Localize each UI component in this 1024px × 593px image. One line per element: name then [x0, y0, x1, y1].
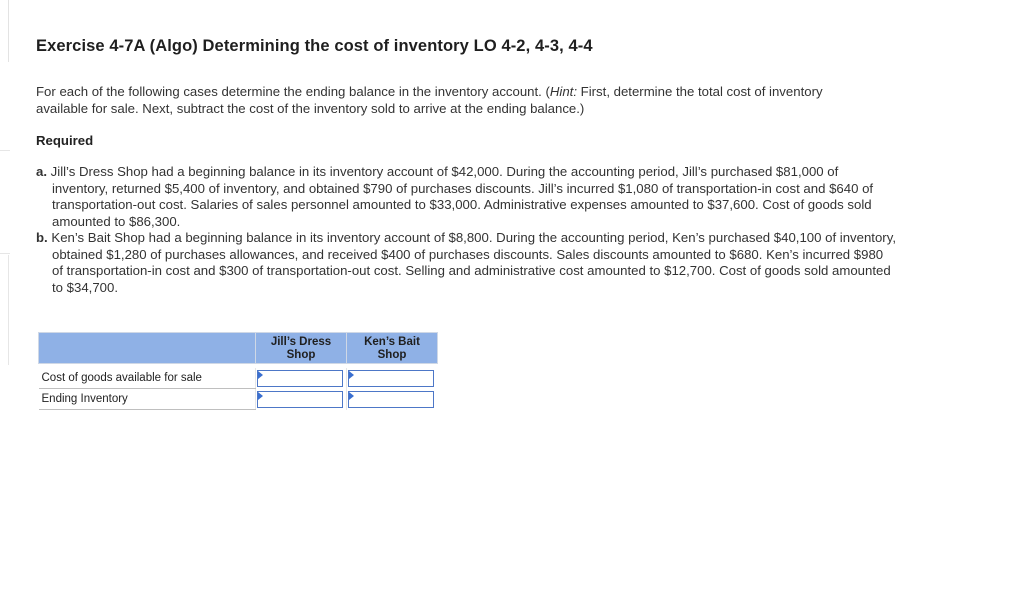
ending-inventory-kens-field-box [348, 391, 434, 408]
instructions-lead: For each of the following cases determine the ending balance in the inventory account. ( [36, 84, 550, 99]
table-header-row [39, 333, 438, 364]
left-divider [8, 255, 9, 365]
required-heading: Required [36, 133, 94, 148]
answer-cell [347, 368, 438, 389]
column-header-kens-bait-shop: Ken’s Bait Shop [347, 333, 438, 364]
case-a [36, 164, 896, 230]
row-label-ending-inventory: Ending Inventory [39, 389, 256, 410]
case-text: Jill’s Dress Shop had a beginning balance in its inventory account of $42,000. During the accounting period, Jill’s purchased $81,000 of inventory, returned $5,400 of inventory, and obtained $790 of purchases discounts. Jill’s incurred $1,080 of transportation-in cost and $640 of transportation-out cost. Salaries of sales personnel amounted to $33,000. Administrative expenses amounted to $37,600. Cost of goods sold amounted to $86,300. [47, 164, 874, 229]
ending-inventory-jills-input[interactable] [258, 392, 342, 407]
table-row [39, 389, 438, 410]
answer-cell [256, 389, 347, 410]
answer-table [38, 332, 438, 410]
cost-available-jills-field-box [257, 370, 343, 387]
left-divider [0, 253, 10, 254]
answer-cell [347, 389, 438, 410]
instructions [36, 84, 856, 117]
column-header-jills-dress-shop: Jill’s Dress Shop [256, 333, 347, 364]
case-b [36, 230, 896, 296]
hint-label: Hint: [549, 84, 578, 99]
case-letter: a. [36, 164, 47, 179]
left-divider [8, 0, 9, 62]
cost-available-kens-input[interactable] [349, 371, 433, 386]
left-divider [0, 150, 10, 151]
cost-available-jills-input[interactable] [258, 371, 342, 386]
row-label-cost-of-goods-available: Cost of goods available for sale [39, 368, 256, 389]
answer-cell [256, 368, 347, 389]
case-letter: b. [36, 230, 48, 245]
table-row [39, 368, 438, 389]
exercise-title: Exercise 4-7A (Algo) Determining the cost of inventory LO 4-2, 4-3, 4-4 [36, 37, 593, 55]
header-blank-cell [39, 333, 256, 364]
hint-text: First, determine the total cost of inventory available for sale. Next, subtract the cost of the inventory sold to arrive at the ending balance.) [36, 84, 823, 116]
case-text: Ken’s Bait Shop had a beginning balance in its inventory account of $8,800. During the accounting period, Ken’s purchased $40,100 of inventory, obtained $1,280 of purchases allowances, and received $400 of purchases discounts. Sales discounts amounted to $680. Ken’s incurred $980 of transportation-in cost and $300 of transportation-out cost. Selling and administrative cost amounted to $12,700. Cost of goods sold amounted to $34,700. [47, 230, 896, 295]
ending-inventory-kens-input[interactable] [349, 392, 433, 407]
cost-available-kens-field-box [348, 370, 434, 387]
ending-inventory-jills-field-box [257, 391, 343, 408]
